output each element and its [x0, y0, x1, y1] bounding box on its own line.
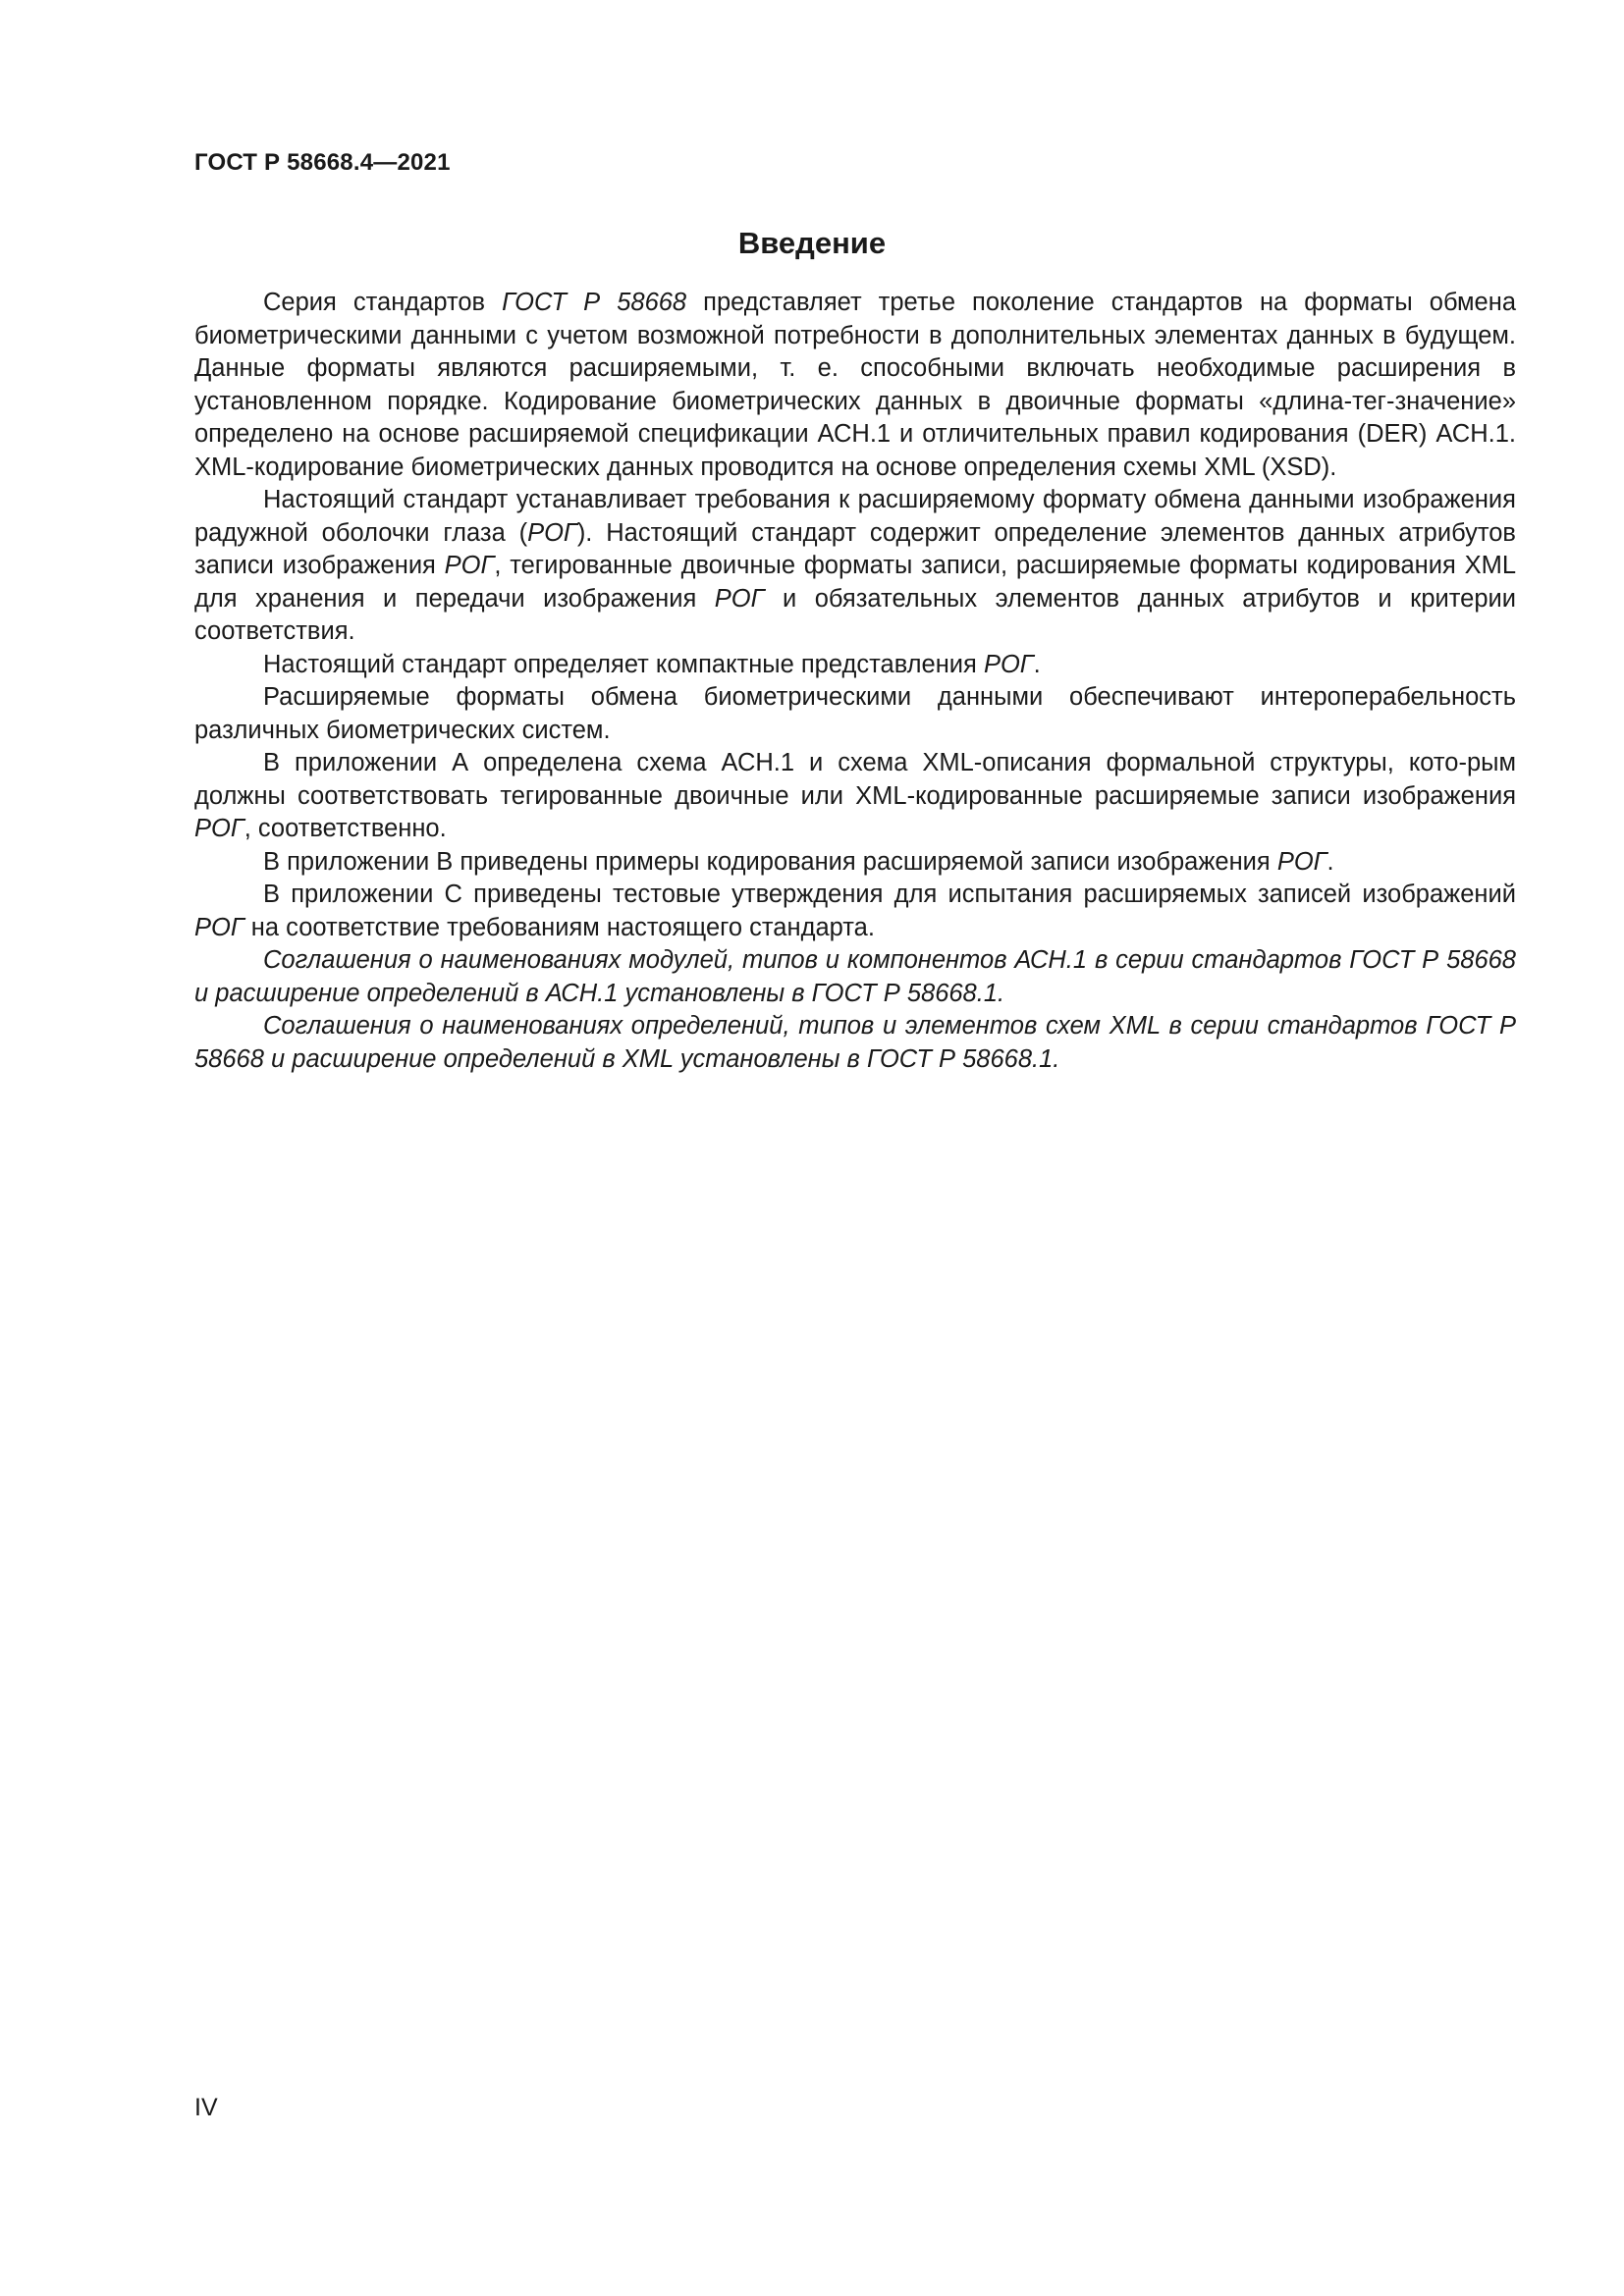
paragraph-xml-conventions: Соглашения о наименованиях определений, типов и элементов схем XML в серии стандартов ГОСТ Р 58668 и расширение определений в XML установлены в ГОСТ Р 58668.1. [194, 1012, 1516, 1073]
page-number: IV [194, 2094, 218, 2121]
section-title: Введение [737, 226, 887, 260]
paragraph-annex-c: В приложении С приведены тестовые утверждения для испытания расширяемых записей изображений РОГ на соответствие требованиям настоящего стандарта. [194, 881, 1516, 941]
paragraph-series-description: Серия стандартов ГОСТ Р 58668 представляет третье поколение стандартов на форматы обмена биометрическими данными с учетом возможной потребности в дополнительных элементах данных в будущем. Данные форматы являются расширяемыми, т. е. способными включать необходимые расширения в установленном порядке. Кодирование биометрических данных в двоичные форматы «длина-тег-значение» определено на основе расширяемой спецификации АСН.1 и отличительных правил кодирования (DER) АСН.1. XML-кодирование биометрических данных проводится на основе определения схемы XML (XSD). [194, 289, 1516, 481]
paragraph-interoperability: Расширяемые форматы обмена биометрическими данными обеспечивают интероперабельность различных биометрических систем. [194, 683, 1516, 744]
paragraph-annex-b: В приложении В приведены примеры кодирования расширяемой записи изображения РОГ. [263, 847, 1334, 876]
paragraph-standard-scope: Настоящий стандарт устанавливает требования к расширяемому формату обмена данными изображения радужной оболочки глаза (РОГ). Настоящий стандарт содержит определение элементов данных атрибутов записи изображения РОГ, тегированные двоичные форматы записи, расширяемые форматы кодирования XML для хранения и передачи изображения РОГ и обязательных элементов данных атрибутов и критерии соответствия. [194, 486, 1517, 645]
paragraph-asn1-conventions: Соглашения о наименованиях модулей, типов и компонентов АСН.1 в серии стандартов ГОСТ Р 58668 и расширение определений в АСН.1 установлены в ГОСТ Р 58668.1. [194, 946, 1516, 1007]
paragraph-annex-a: В приложении А определена схема АСН.1 и схема XML-описания формальной структуры, кото-рым должны соответствовать тегированные двоичные или XML-кодированные расширяемые записи изображения РОГ, соответственно. [194, 749, 1516, 842]
paragraph-compact-representations: Настоящий стандарт определяет компактные представления РОГ. [263, 650, 1041, 678]
introduction-body [194, 287, 1516, 1076]
document-id-header: ГОСТ Р 58668.4—2021 [194, 149, 451, 176]
